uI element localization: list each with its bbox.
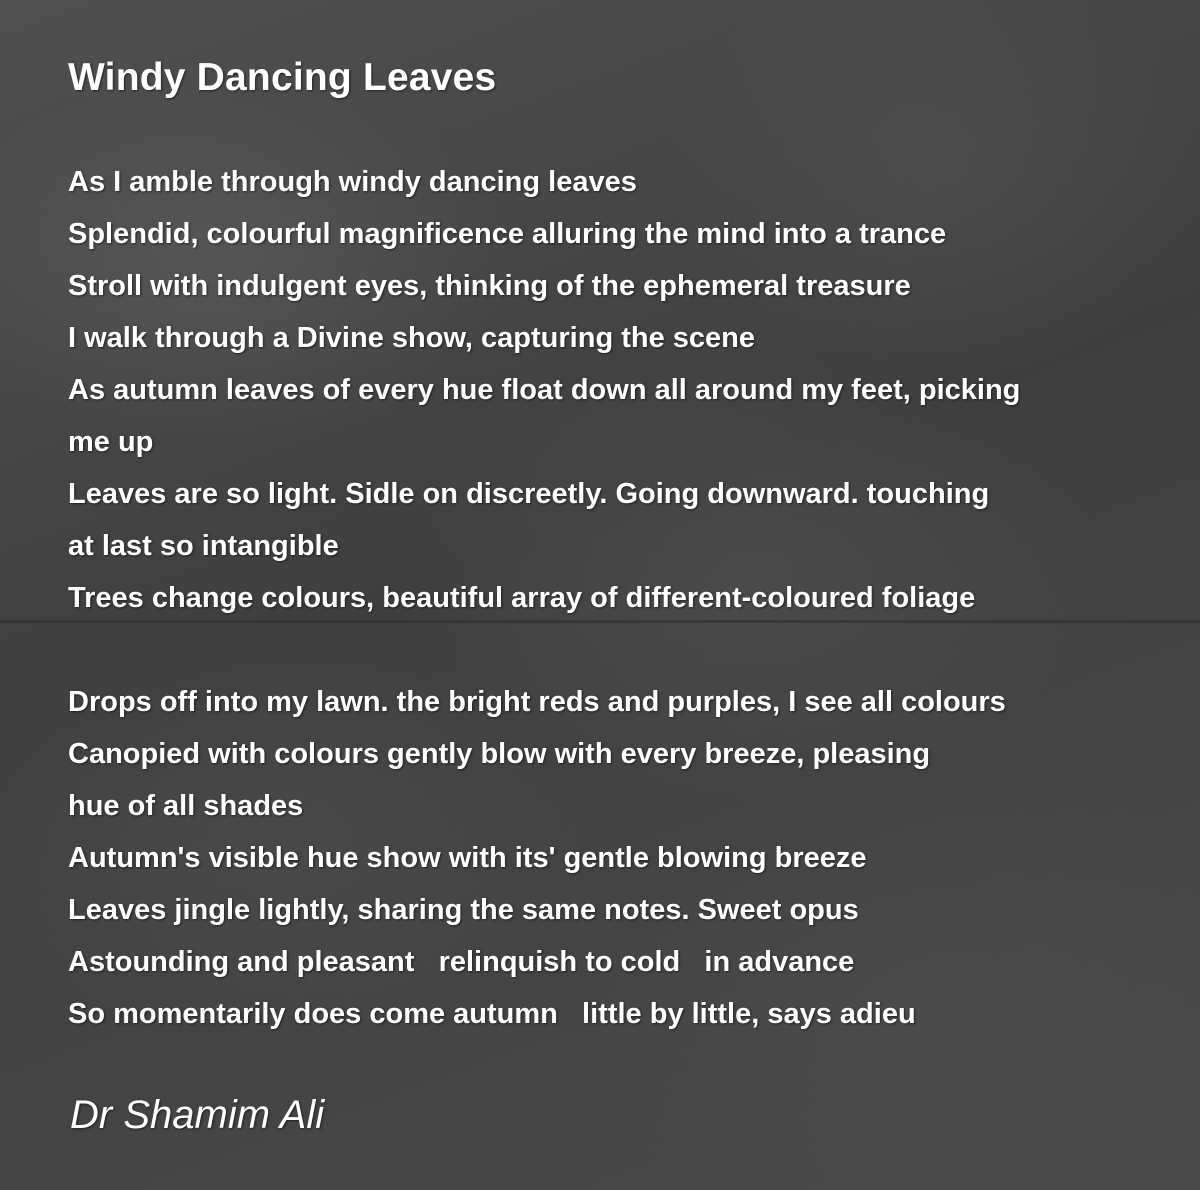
poem-line: As I amble through windy dancing leaves — [68, 166, 637, 198]
poem-line: Astounding and pleasant relinquish to cold in advance — [68, 946, 855, 978]
poem-line: Autumn's visible hue show with its' gentle blowing breeze — [68, 842, 867, 874]
poem-line: Stroll with indulgent eyes, thinking of the ephemeral treasure — [68, 270, 911, 302]
stanza-1 — [68, 156, 1168, 624]
poem-line: Splendid, colourful magnificence alluring the mind into a trance — [68, 218, 947, 250]
poem-line: at last so intangible — [68, 530, 339, 562]
poem-line: So momentarily does come autumn little by little, says adieu — [68, 998, 916, 1030]
poem-line: Leaves jingle lightly, sharing the same notes. Sweet opus — [68, 894, 859, 926]
poem-line: hue of all shades — [68, 790, 304, 822]
poem-line: me up — [68, 426, 154, 458]
poem-line: Drops off into my lawn. the bright reds and purples, I see all colours — [68, 686, 1006, 718]
poem-line: As autumn leaves of every hue float down all around my feet, picking — [68, 374, 1021, 406]
poem-line: Trees change colours, beautiful array of different-coloured foliage — [68, 582, 976, 614]
poem-title: Windy Dancing Leaves — [68, 56, 497, 99]
poem-line: I walk through a Divine show, capturing the scene — [68, 322, 755, 354]
poem-line: Leaves are so light. Sidle on discreetly. Going downward. touching — [68, 478, 990, 510]
stanza-2 — [68, 676, 1168, 1040]
poem-line: Canopied with colours gently blow with every breeze, pleasing — [68, 738, 931, 770]
poem-card — [68, 58, 1168, 1040]
poem-author: Dr Shamim Ali — [70, 1093, 325, 1137]
